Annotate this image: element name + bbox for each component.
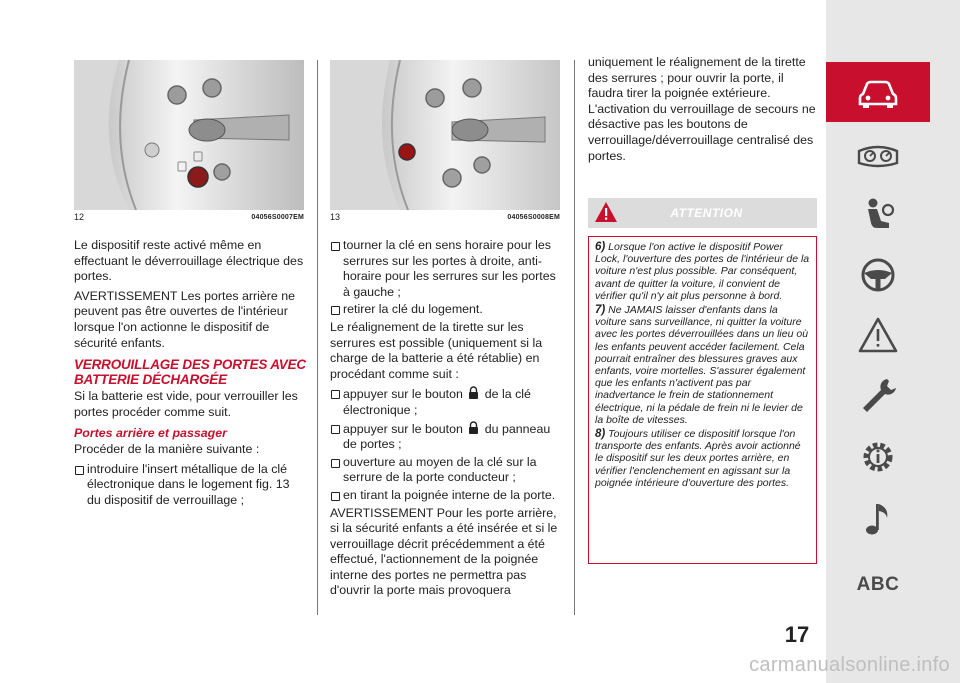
paragraph: Si la batterie est vide, pour verrouiller les portes procéder comme suit. xyxy=(74,389,298,419)
lock-icon xyxy=(468,421,479,434)
list-item-text: appuyer sur le bouton xyxy=(343,387,463,402)
music-note-icon xyxy=(855,499,901,539)
sidebar-item-technical-data[interactable] xyxy=(826,428,930,486)
column-divider xyxy=(317,60,318,615)
text-column-2 xyxy=(330,238,562,603)
sidebar-item-driving[interactable] xyxy=(826,246,930,304)
abc-index-label: ABC xyxy=(856,574,900,595)
watermark: carmanualsonline.info xyxy=(749,654,950,676)
attention-item xyxy=(595,304,810,426)
list-item: introduire l'insert métallique de la clé électronique dans le logement fig. 13 du dispositif de verrouillage ; xyxy=(74,462,306,509)
figure-13-number: 13 xyxy=(330,212,341,222)
attention-item-text: Lorsque l'on active le dispositif Power Lock, l'ouverture des portes de l'intérieur de la voiture n'est plus possible. Par conséquent, avant de quitter la voiture, il convient de vérifier qu'il n'y ait plus personne à bord. xyxy=(595,241,810,302)
chapter-sidebar xyxy=(826,0,960,683)
paragraph: AVERTISSEMENT Les portes arrière ne peuvent pas être ouvertes de l'intérieur lorsque l'on actionne le dispositif de sécurité enfants. xyxy=(74,288,296,350)
paragraph: Le dispositif reste activé même en effectuant le déverrouillage électrique des portes. xyxy=(74,238,304,284)
list-item: en tirant la poignée interne de la porte. xyxy=(330,488,562,504)
paragraph: AVERTISSEMENT Pour les porte arrière, si la sécurité enfants a été insérée et si le verrouillage décrit précédemment a été effectué, l'actionnement de la poignée interne des portes ne permettra pas d'ouvrir la porte mais provoquera xyxy=(330,505,558,598)
car-icon xyxy=(855,72,901,112)
door-lock-photo-13 xyxy=(330,60,560,210)
figure-12-code: 04056S0007EM xyxy=(251,213,304,221)
warning-triangle-icon xyxy=(855,315,901,355)
sidebar-item-car[interactable] xyxy=(826,62,930,122)
attention-item-text: Toujours utiliser ce dispositif lorsque l'on transporte des enfants. Après avoir actionné le dispositif sur les deux portes arrière, en vérifier l'enclenchement en agissant sur la poignée intérieure d'ouverture des portes. xyxy=(595,428,801,489)
seat-airbag-icon xyxy=(855,195,901,235)
list-item: ouverture au moyen de la clé sur la serrure de la porte conducteur ; xyxy=(330,455,562,486)
steering-wheel-icon xyxy=(855,255,901,295)
list-item-text: du panneau de portes ; xyxy=(343,421,551,452)
dashboard-gauges-icon xyxy=(855,135,901,175)
page-number: 17 xyxy=(784,622,810,647)
list-item xyxy=(330,421,562,453)
attention-title: ATTENTION xyxy=(670,206,743,220)
sub-heading: Portes arrière et passager xyxy=(74,426,227,441)
sidebar-item-multimedia[interactable] xyxy=(826,490,930,548)
list-item xyxy=(330,386,562,418)
sidebar-item-emergency[interactable] xyxy=(826,306,930,364)
text-column-3 xyxy=(588,55,820,168)
attention-item-number: 7) xyxy=(595,304,606,317)
figure-13-code: 04056S0008EM xyxy=(507,213,560,221)
figure-12-photo xyxy=(74,60,304,210)
list-item: retirer la clé du logement. xyxy=(330,302,562,318)
paragraph: uniquement le réalignement de la tirette des serrures ; pour ouvrir la porte, il faudra tirer la poignée extérieure. L'activation du verrouillage de secours ne désactive pas les boutons de verrouillage/déverrouillage centralisé des portes. xyxy=(588,55,816,163)
paragraph: Le réalignement de la tirette sur les serrures est possible (uniquement si la charge de la batterie a été rétablie) en procédant comme suit : xyxy=(330,319,543,381)
attention-item xyxy=(595,241,810,302)
door-lock-photo-12 xyxy=(74,60,304,210)
sidebar-item-maintenance[interactable] xyxy=(826,366,930,424)
gear-info-icon xyxy=(855,437,901,477)
lock-icon xyxy=(468,386,479,399)
sidebar-item-index[interactable] xyxy=(826,556,930,614)
list-item: tourner la clé en sens horaire pour les serrures sur les portes à droite, anti-horaire pour les serrures sur les portes à gauche ; xyxy=(330,238,562,300)
paragraph: Procéder de la manière suivante : xyxy=(74,441,260,456)
attention-item-text: Ne JAMAIS laisser d'enfants dans la voiture sans surveillance, ni quitter la voiture avec les portes déverrouillées dans un lieu où les enfants peuvent accéder facilement. Cela pourrait entraîner des blessures graves aux enfants, voire mortelles. S'assurer également que les enfants n'activent pas par inadvertance le frein de stationnement électrique, ni la pédale de frein ni le levier de la boîte de vitesses. xyxy=(595,304,809,426)
attention-item-number: 6) xyxy=(595,241,606,253)
attention-header xyxy=(588,198,817,228)
figure-13-caption xyxy=(330,210,560,224)
figure-12-caption xyxy=(74,210,304,224)
attention-box xyxy=(588,236,817,564)
figure-13-photo xyxy=(330,60,560,210)
sidebar-item-dashboard[interactable] xyxy=(826,126,930,184)
text-column-1 xyxy=(74,238,306,510)
section-heading: VERROUILLAGE DES PORTES AVEC BATTERIE DÉCHARGÉE xyxy=(74,357,306,388)
column-divider xyxy=(574,60,575,615)
wrench-icon xyxy=(855,375,901,415)
sidebar-item-safety[interactable] xyxy=(826,186,930,244)
list-item-text: de la clé électronique ; xyxy=(343,387,531,417)
attention-item xyxy=(595,428,810,489)
figure-12-number: 12 xyxy=(74,212,85,222)
attention-item-number: 8) xyxy=(595,428,606,441)
list-item-text: appuyer sur le bouton xyxy=(343,421,463,436)
